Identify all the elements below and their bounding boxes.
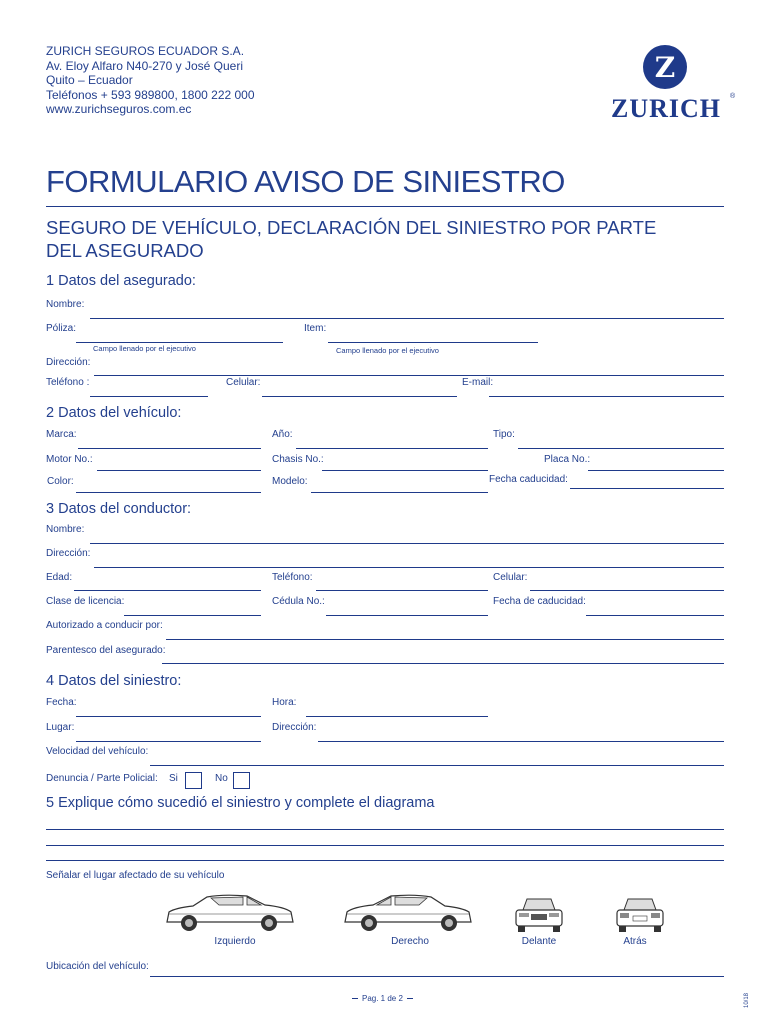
plate-field[interactable] xyxy=(588,470,724,471)
yes-label: Si xyxy=(169,773,178,784)
svg-text:®: ® xyxy=(730,93,736,100)
authorized-by-field[interactable] xyxy=(166,639,724,640)
model-field[interactable] xyxy=(311,492,488,493)
year-field[interactable] xyxy=(296,448,488,449)
zurich-logo xyxy=(604,44,734,124)
place-label: Lugar: xyxy=(46,722,75,733)
rear-label: Atrás xyxy=(623,936,647,947)
diagram-instruction: Señalar el lugar afectado de su vehículo xyxy=(46,870,225,881)
page-number: Pag. 1 de 2 xyxy=(352,994,413,1003)
place-field[interactable] xyxy=(76,741,261,742)
car-left-side-icon[interactable] xyxy=(163,892,296,936)
insured-address-field[interactable] xyxy=(94,375,724,376)
speed-field[interactable] xyxy=(150,765,724,766)
company-phones: Teléfonos + 593 989800, 1800 222 000 xyxy=(46,87,255,102)
insured-phone-label: Teléfono : xyxy=(46,377,90,388)
time-label: Hora: xyxy=(272,697,297,708)
time-field[interactable] xyxy=(306,716,488,717)
vehicle-location-field[interactable] xyxy=(150,976,724,977)
section-3-title: 3 Datos del conductor: xyxy=(46,501,192,517)
driver-cell-field[interactable] xyxy=(530,590,724,591)
form-code: 10/18 xyxy=(744,992,750,1008)
id-number-field[interactable] xyxy=(326,615,488,616)
model-label: Modelo: xyxy=(272,476,308,487)
insured-name-field[interactable] xyxy=(90,318,724,319)
driver-address-label: Dirección: xyxy=(46,548,91,559)
page-subtitle: SEGURO DE VEHÍCULO, DECLARACIÓN DEL SINIESTRO POR PARTE DEL ASEGURADO xyxy=(46,217,657,261)
police-report-label: Denuncia / Parte Policial: xyxy=(46,773,158,784)
relationship-label: Parentesco del asegurado: xyxy=(46,645,166,656)
explanation-line-3[interactable] xyxy=(46,860,724,861)
date-field[interactable] xyxy=(76,716,261,717)
no-checkbox[interactable] xyxy=(233,772,250,789)
relationship-field[interactable] xyxy=(162,663,724,664)
section-5-title: 5 Explique cómo sucedió el siniestro y complete el diagrama xyxy=(46,795,435,811)
car-right-side-icon[interactable] xyxy=(342,892,475,936)
item-field[interactable] xyxy=(328,342,538,343)
zurich-wordmark: ZURICH xyxy=(610,94,722,123)
speed-label: Velocidad del vehículo: xyxy=(46,746,149,757)
id-number-label: Cédula No.: xyxy=(272,596,325,607)
front-label: Delante xyxy=(521,936,557,947)
driver-name-field[interactable] xyxy=(90,543,724,544)
section-4-title: 4 Datos del siniestro: xyxy=(46,673,182,689)
insured-name-label: Nombre: xyxy=(46,299,85,310)
expiry-field[interactable] xyxy=(570,488,724,489)
explanation-line-2[interactable] xyxy=(46,845,724,846)
driver-phone-field[interactable] xyxy=(316,590,488,591)
type-label: Tipo: xyxy=(493,429,515,440)
year-label: Año: xyxy=(272,429,293,440)
driver-cell-label: Celular: xyxy=(493,572,528,583)
title-divider xyxy=(46,206,724,207)
make-label: Marca: xyxy=(46,429,77,440)
policy-label: Póliza: xyxy=(46,323,77,334)
insured-email-field[interactable] xyxy=(489,396,724,397)
claim-address-field[interactable] xyxy=(318,741,724,742)
section-1-title: 1 Datos del asegurado: xyxy=(46,273,196,289)
no-label: No xyxy=(215,773,228,784)
color-field[interactable] xyxy=(76,492,261,493)
policy-field[interactable] xyxy=(76,342,283,343)
company-website: www.zurichseguros.com.ec xyxy=(46,102,192,116)
color-label: Color: xyxy=(47,476,74,487)
item-hint: Campo llenado por el ejecutivo xyxy=(336,346,439,355)
insured-address-label: Dirección: xyxy=(46,357,91,368)
license-expiry-field[interactable] xyxy=(586,615,724,616)
driver-name-label: Nombre: xyxy=(46,524,85,535)
license-class-field[interactable] xyxy=(124,615,261,616)
license-class-label: Clase de licencia: xyxy=(46,596,125,607)
explanation-line-1[interactable] xyxy=(46,829,724,830)
company-address: Av. Eloy Alfaro N40-270 y José Queri xyxy=(46,58,243,73)
engine-field[interactable] xyxy=(97,470,261,471)
yes-checkbox[interactable] xyxy=(185,772,202,789)
page-title: FORMULARIO AVISO DE SINIESTRO xyxy=(46,164,565,199)
svg-text:Z: Z xyxy=(654,51,676,84)
vehicle-location-label: Ubicación del vehículo: xyxy=(46,961,149,972)
zurich-logo-icon xyxy=(604,44,734,124)
driver-phone-label: Teléfono: xyxy=(272,572,313,583)
engine-label: Motor No.: xyxy=(46,454,93,465)
make-field[interactable] xyxy=(78,448,261,449)
item-label: Item: xyxy=(304,323,327,334)
right-side-label: Derecho xyxy=(391,936,429,947)
chassis-field[interactable] xyxy=(322,470,488,471)
license-expiry-label: Fecha de caducidad: xyxy=(493,596,586,607)
insured-email-label: E-mail: xyxy=(462,377,494,388)
date-label: Fecha: xyxy=(46,697,77,708)
age-label: Edad: xyxy=(46,572,73,583)
car-rear-icon[interactable] xyxy=(614,896,666,936)
left-side-label: Izquierdo xyxy=(214,936,256,947)
chassis-label: Chasis No.: xyxy=(272,454,324,465)
age-field[interactable] xyxy=(74,590,261,591)
plate-label: Placa No.: xyxy=(544,454,591,465)
company-info xyxy=(46,44,255,117)
company-city: Quito – Ecuador xyxy=(46,73,133,87)
driver-address-field[interactable] xyxy=(94,567,724,568)
section-2-title: 2 Datos del vehículo: xyxy=(46,405,182,421)
insured-cell-field[interactable] xyxy=(262,396,457,397)
authorized-by-label: Autorizado a conducir por: xyxy=(46,620,163,631)
insured-phone-field[interactable] xyxy=(90,396,208,397)
company-name: ZURICH SEGUROS ECUADOR S.A. xyxy=(46,44,245,58)
type-field[interactable] xyxy=(518,448,724,449)
expiry-label: Fecha caducidad: xyxy=(489,474,568,485)
insured-cell-label: Celular: xyxy=(226,377,261,388)
claim-address-label: Dirección: xyxy=(272,722,317,733)
policy-hint: Campo llenado por el ejecutivo xyxy=(93,344,196,353)
car-front-icon[interactable] xyxy=(513,896,565,936)
